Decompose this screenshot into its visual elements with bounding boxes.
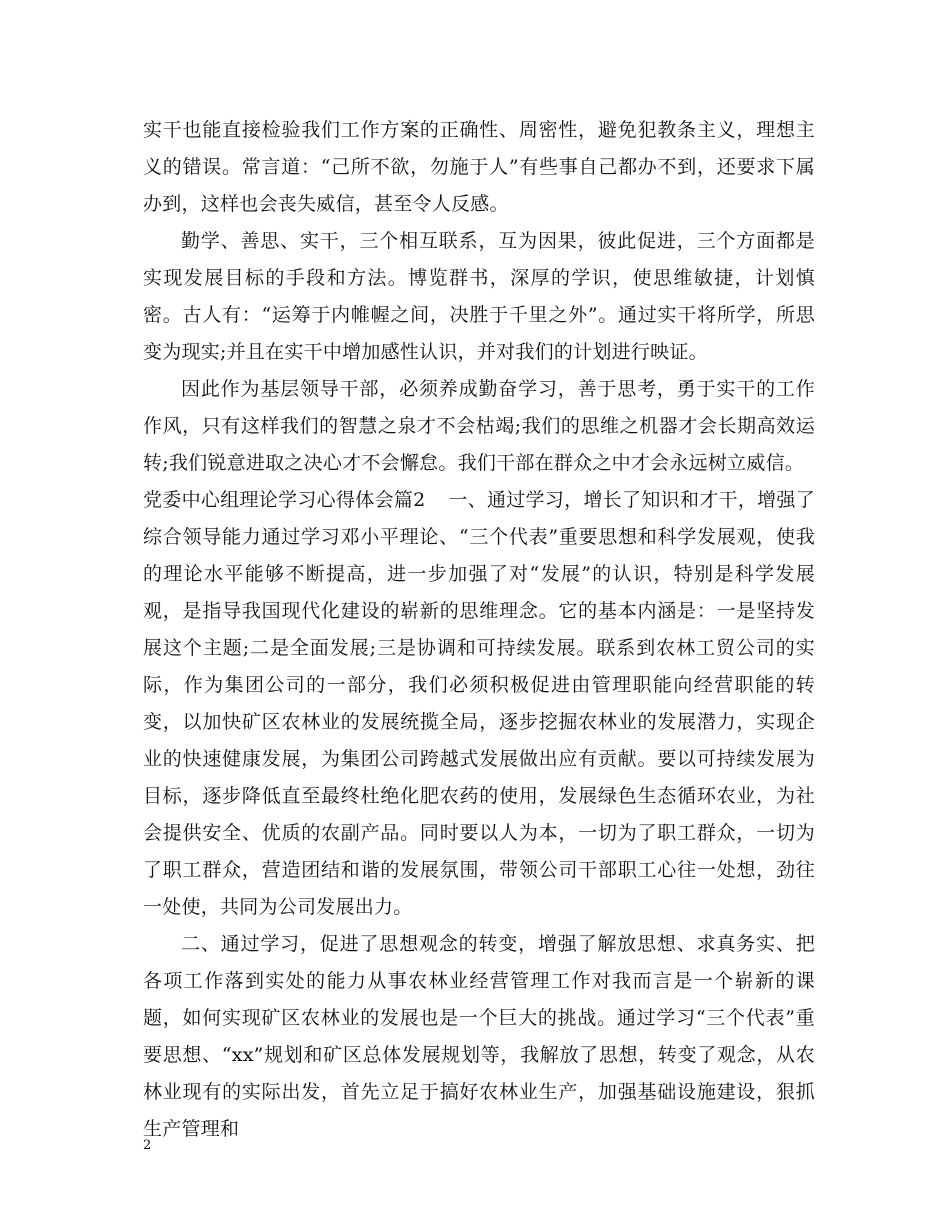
paragraph-thought-change: 二、通过学习，促进了思想观念的转变，增强了解放思想、求真务实、把各项工作落到实处的能力从事农林业经营管理工作对我而言是一个崭新的课题，如何实现矿区农林业的发展也是一个巨大的挑战。通过学习“三个代表”重要思想、“xx”规划和矿区总体发展规划等，我解放了思想，转变了观念，从农林业现有的实际出发，首先立足于搞好农林业生产，加强基础设施建设，狠抓生产管理和 (143, 933, 815, 1140)
section-title: 党委中心组理论学习心得体会篇2 (143, 489, 426, 511)
paragraph-continuation: 实干也能直接检验我们工作方案的正确性、周密性，避免犯教条主义，理想主义的错误。常言道：“己所不欲，勿施于人”有些事自己都办不到，还要求下属办到，这样也会丧失威信，甚至令人反感。 (143, 119, 815, 215)
document-body (143, 112, 815, 1148)
section-first-paragraph: 一、通过学习，增长了知识和才干，增强了综合领导能力通过学习邓小平理论、“三个代表”重要思想和科学发展观，使我的理论水平能够不断提高，进一步加强了对“发展”的认识，特别是科学发展观，是指导我国现代化建设的崭新的思维理念。它的基本内涵是：一是坚持发展这个主题;二是全面发展;三是协调和可持续发展。联系到农林工贸公司的实际，作为集团公司的一部分，我们必须积极促进由管理职能向经营职能的转变，以加快矿区农林业的发展统揽全局，逐步挖掘农林业的发展潜力，实现企业的快速健康发展，为集团公司跨越式发展做出应有贡献。要以可持续发展为目标，逐步降低直至最终杜绝化肥农药的使用，发展绿色生态循环农业，为社会提供安全、优质的农副产品。同时要以人为本，一切为了职工群众，一切为了职工群众，营造团结和谐的发展氛围，带领公司干部职工心往一处想，劲往一处使，共同为公司发展出力。 (143, 489, 815, 918)
paragraph-diligent-study: 勤学、善思、实干，三个相互联系，互为因果，彼此促进，三个方面都是实现发展目标的手段和方法。博览群书，深厚的学识，使思维敏捷，计划慎密。古人有：“运筹于内帷幄之间，决胜于千里之外”。通过实干将所学，所思变为现实;并且在实干中增加感性认识，并对我们的计划进行映证。 (143, 230, 815, 363)
section-heading-paragraph (143, 482, 815, 926)
paragraph-cadre-style: 因此作为基层领导干部，必须养成勤奋学习，善于思考，勇于实干的工作作风，只有这样我们的智慧之泉才不会枯竭;我们的思维之机器才会长期高效运转;我们锐意进取之决心才不会懈怠。我们干部在群众之中才会永远树立威信。 (143, 378, 815, 474)
page-number: 2 (143, 1138, 152, 1153)
